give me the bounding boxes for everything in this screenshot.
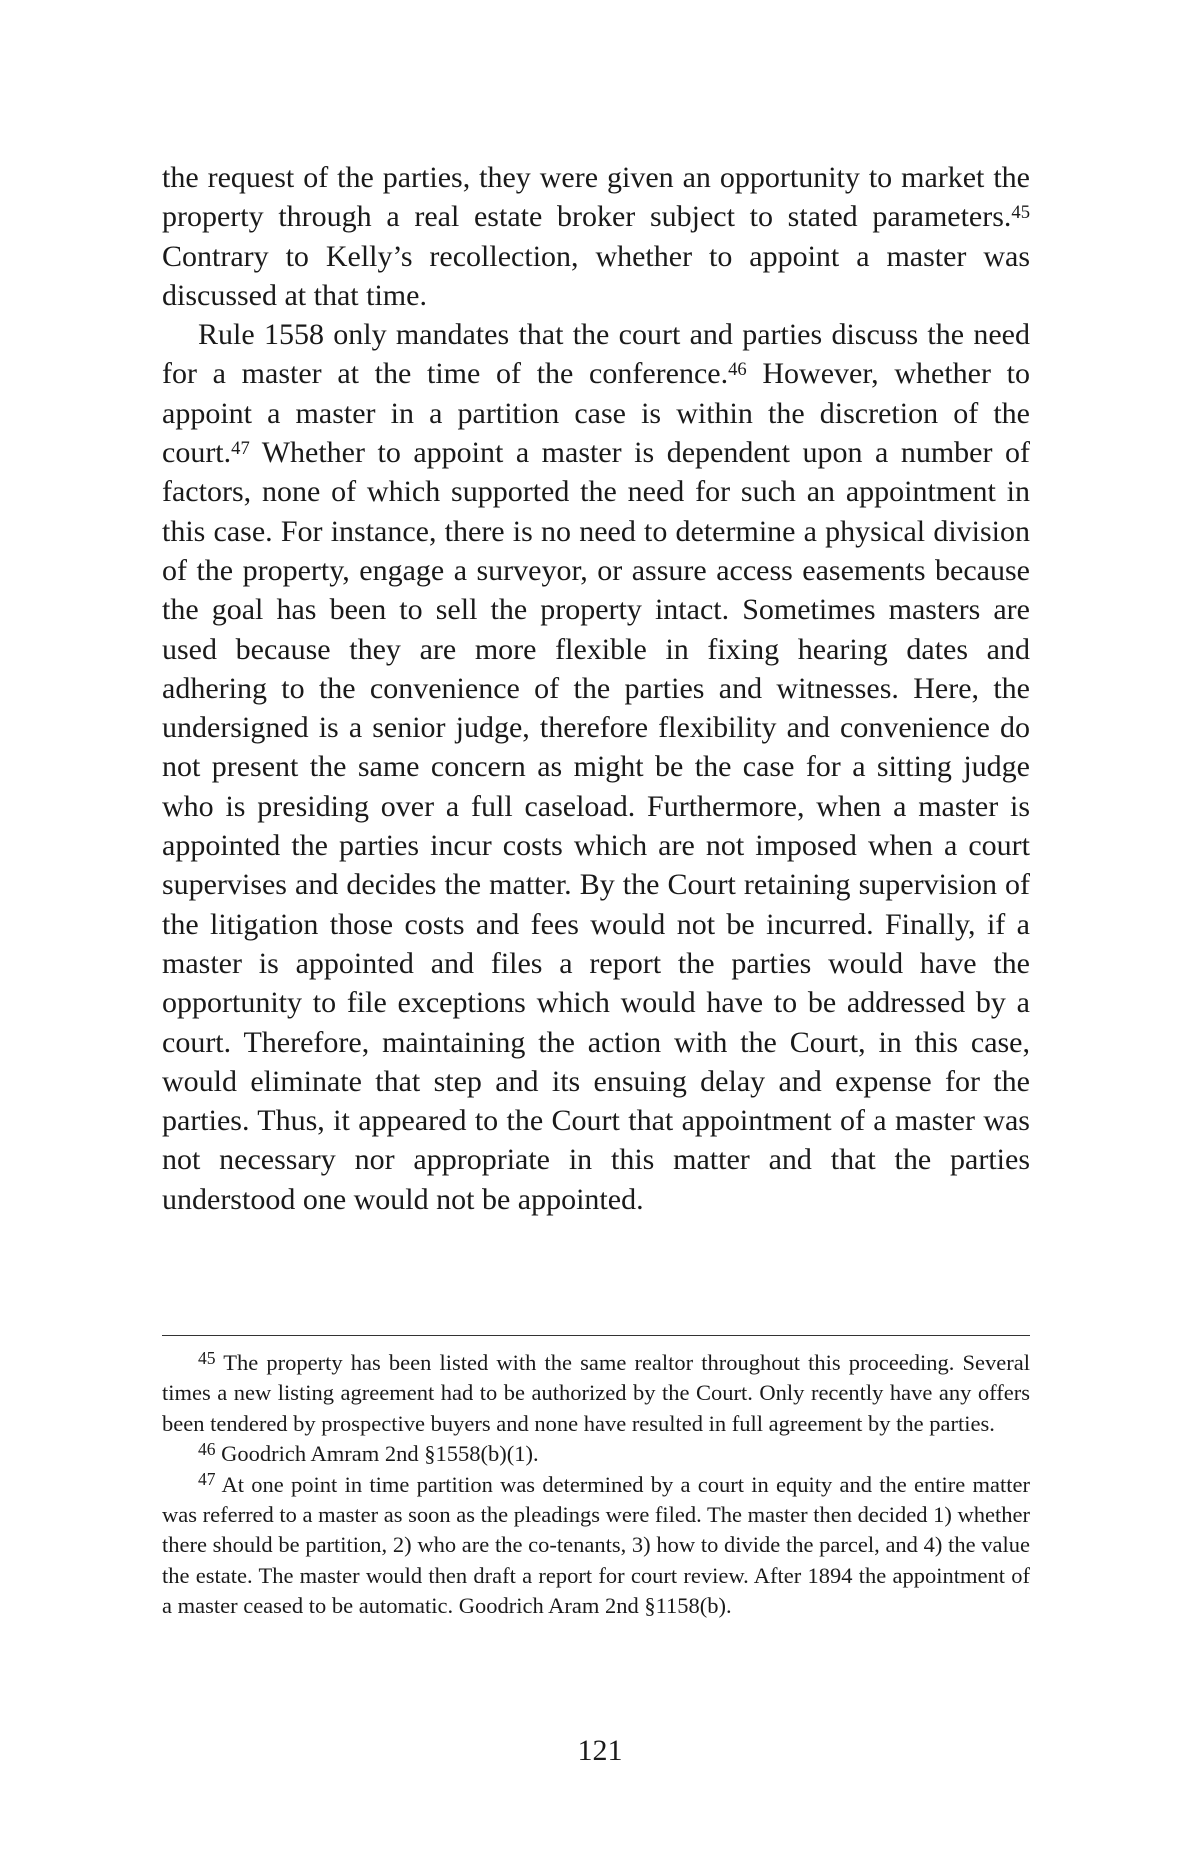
- paragraph-1-text-a: the request of the parties, they were given an opportunity to market the property through a real estate broker subject to stated parameters.: [162, 161, 1030, 234]
- footnote-text: The property has been listed with the same realtor throughout this proceeding. Several times a new listing agreement had to be authorized by the Court. Only recently have any offers been tendered by prospective buyers and none have resulted in full agreement by the parties.: [162, 1350, 1030, 1436]
- paragraph-1: [162, 158, 1030, 315]
- footnote-46: [162, 1439, 1030, 1469]
- footnote-ref-47: 47: [231, 437, 250, 459]
- paragraph-2: [162, 315, 1030, 1219]
- footnote-45: [162, 1348, 1030, 1439]
- paragraph-2-text-a: Rule 1558 only mandates that the court and parties discuss the need for a master at the time of the conference.: [162, 318, 1030, 391]
- paragraph-2-text-b: However, whether to appoint a master in a partition case is within the discretion of the court.: [162, 357, 1030, 470]
- footnote-number: 47: [198, 1469, 216, 1490]
- paragraph-1-text-b: Contrary to Kelly’s recollection, whether to appoint a master was discussed at that time.: [162, 239, 1030, 312]
- footnote-text: Goodrich Amram 2nd §1558(b)(1).: [215, 1441, 539, 1467]
- footnote-text: At one point in time partition was determined by a court in equity and the entire matter was referred to a master as soon as the pleadings were filed. The master then decided 1) whether there should be partition, 2) who are the co-tenants, 3) how to divide the parcel, and 4) the value the estate. The master would then draft a report for court review. After 1894 the appointment of a master ceased to be automatic. Goodrich Aram 2nd §1158(b).: [162, 1471, 1030, 1619]
- body-text: [162, 158, 1030, 1219]
- page-number: 121: [577, 1734, 623, 1767]
- footnotes: [162, 1348, 1030, 1622]
- footnote-ref-46: 46: [728, 359, 747, 381]
- footnote-47: [162, 1470, 1030, 1622]
- footnote-ref-45: 45: [1011, 201, 1030, 223]
- footnote-divider: [162, 1335, 1030, 1336]
- paragraph-2-text-c: Whether to appoint a master is dependent upon a number of factors, none of which supported the need for such an appointment in this case. For instance, there is no need to determine a physical division of the property, engage a surveyor, or assure access easements because the goal has been to sell the property intact. Sometimes masters are used because they are more flexible in fixing hearing dates and adhering to the convenience of the parties and witnesses. Here, the undersigned is a senior judge, therefore flexibility and convenience do not present the same concern as might be the case for a sitting judge who is presiding over a full caseload. Furthermore, when a master is appointed the parties incur costs which are not imposed when a court supervises and decides the matter. By the Court retaining supervision of the litigation those costs and fees would not be incurred. Finally, if a master is appointed and files a report the parties would have the opportunity to file exceptions which would have to be addressed by a court. Therefore, maintaining the action with the Court, in this case, would eliminate that step and its ensuing delay and expense for the parties. Thus, it appeared to the Court that appointment of a master was not necessary nor appropriate in this matter and that the parties understood one would not be appointed.: [162, 436, 1030, 1216]
- footnote-number: 46: [198, 1439, 216, 1460]
- page-body: [162, 158, 1030, 1219]
- footnote-number: 45: [198, 1347, 216, 1368]
